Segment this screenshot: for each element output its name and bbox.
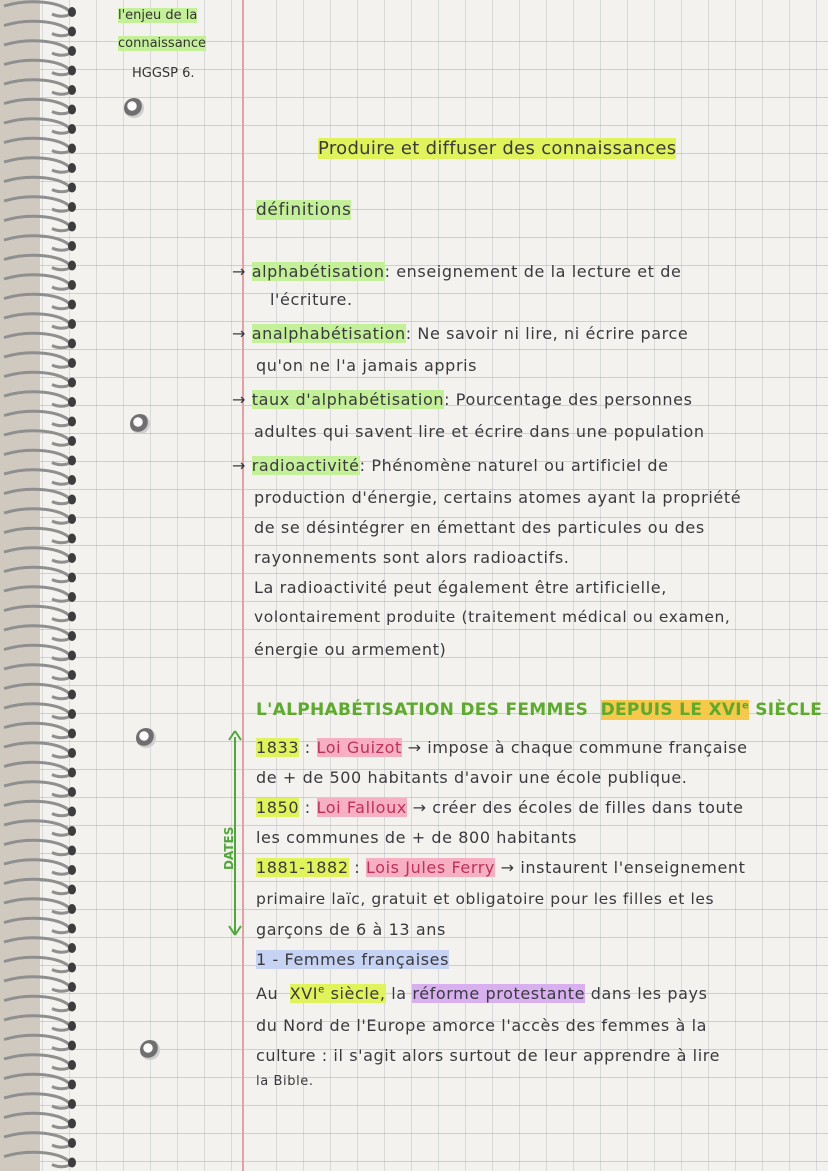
spiral-binding	[0, 0, 92, 1171]
binding-hole	[68, 670, 76, 680]
binding-hole	[68, 553, 76, 563]
binding-hole	[68, 1060, 76, 1070]
law-line: garçons de 6 à 13 ans	[256, 920, 446, 939]
binding-hole	[68, 124, 76, 134]
binding-hole	[68, 1021, 76, 1031]
corner-note-line1: l'enjeu de la	[118, 8, 198, 23]
binding-hole	[68, 1138, 76, 1148]
binding-hole	[68, 222, 76, 232]
paragraph-line2: du Nord de l'Europe amorce l'accès des femmes à la	[256, 1016, 708, 1035]
subsection-title: 1 - Femmes françaises	[256, 950, 450, 969]
binding-hole	[68, 456, 76, 466]
binding-hole	[68, 105, 76, 115]
definition-line: de se désintégrer en émettant des particules ou des	[254, 518, 705, 537]
definition-line: volontairement produite (traitement médical ou examen,	[254, 608, 731, 626]
definition-line: production d'énergie, certains atomes ayant la propriété	[254, 488, 742, 507]
definition-line: La radioactivité peut également être artificielle,	[254, 578, 667, 597]
punch-hole	[130, 414, 150, 434]
binding-hole	[68, 27, 76, 37]
arrow-up-icon	[227, 730, 243, 744]
binding-hole	[68, 202, 76, 212]
binding-hole	[68, 904, 76, 914]
binding-hole	[68, 924, 76, 934]
binding-hole	[68, 1099, 76, 1109]
binding-hole	[68, 651, 76, 661]
binding-hole	[68, 885, 76, 895]
binding-hole	[68, 7, 76, 17]
binding-hole	[68, 358, 76, 368]
definition-line: adultes qui savent lire et écrire dans une population	[254, 422, 705, 441]
binding-hole	[68, 846, 76, 856]
binding-hole	[68, 85, 76, 95]
binding-hole	[68, 1080, 76, 1090]
corner-note-line2: connaissance	[118, 36, 207, 51]
definition-line: rayonnements sont alors radioactifs.	[254, 548, 570, 567]
binding-hole	[68, 865, 76, 875]
law-ferry: 1881-1882 : Lois Jules Ferry → instaurent l'enseignement	[256, 858, 746, 877]
binding-hole	[68, 46, 76, 56]
definition-taux: → taux d'alphabétisation: Pourcentage des personnes	[232, 390, 693, 409]
binding-hole	[68, 163, 76, 173]
binding-hole	[68, 612, 76, 622]
page-title: Produire et diffuser des connaissances	[318, 138, 677, 159]
punch-hole	[124, 98, 144, 118]
binding-hole	[68, 768, 76, 778]
binding-hole	[68, 1119, 76, 1129]
law-guizot: 1833 : Loi Guizot → impose à chaque commune française	[256, 738, 748, 757]
law-line: les communes de + de 800 habitants	[256, 828, 578, 847]
paragraph-line1: Au XVIe siècle, la réforme protestante dans les pays	[256, 984, 708, 1003]
binding-hole	[68, 144, 76, 154]
binding-hole	[68, 1002, 76, 1012]
binding-hole	[68, 709, 76, 719]
binding-hole	[68, 729, 76, 739]
definition-line: qu'on ne l'a jamais appris	[256, 356, 478, 375]
binding-hole	[68, 300, 76, 310]
binding-hole	[68, 592, 76, 602]
definition-radioactivite: → radioactivité: Phénomène naturel ou artificiel de	[232, 456, 669, 475]
binding-hole	[68, 397, 76, 407]
binding-hole	[68, 183, 76, 193]
binding-hole	[68, 787, 76, 797]
binding-hole	[68, 1041, 76, 1051]
binding-hole	[68, 241, 76, 251]
arrow-down-icon	[227, 922, 243, 936]
punch-hole	[140, 1040, 160, 1060]
binding-hole	[68, 417, 76, 427]
binding-hole	[68, 66, 76, 76]
binding-hole	[68, 339, 76, 349]
dates-label: DATES	[222, 826, 236, 870]
punch-hole	[136, 728, 156, 748]
binding-hole	[68, 631, 76, 641]
binding-hole	[68, 261, 76, 271]
binding-hole	[68, 982, 76, 992]
binding-hole	[68, 748, 76, 758]
binding-hole	[68, 1158, 76, 1168]
binding-hole	[68, 319, 76, 329]
paragraph-line3: culture : il s'agit alors surtout de leur apprendre à lire	[256, 1046, 721, 1065]
section-title: L'ALPHABÉTISATION DES FEMMES DEPUIS LE XVIe SIÈCLE	[256, 700, 823, 720]
paragraph-line4: la Bible.	[256, 1074, 314, 1089]
law-line: de + de 500 habitants d'avoir une école publique.	[256, 768, 688, 787]
binding-hole	[68, 378, 76, 388]
definition-line: l'écriture.	[270, 290, 353, 309]
binding-hole	[68, 963, 76, 973]
binding-hole	[68, 514, 76, 524]
law-line: primaire laïc, gratuit et obligatoire pour les filles et les	[256, 890, 715, 908]
definition-line: énergie ou armement)	[254, 640, 447, 659]
law-falloux: 1850 : Loi Falloux → créer des écoles de filles dans toute	[256, 798, 744, 817]
corner-note-line3: HGGSP 6.	[132, 66, 195, 81]
binding-hole	[68, 475, 76, 485]
definition-alphabetisation: → alphabétisation: enseignement de la lecture et de	[232, 262, 682, 281]
binding-hole	[68, 534, 76, 544]
definition-analphabetisation: → analphabétisation: Ne savoir ni lire, ni écrire parce	[232, 324, 689, 343]
binding-hole	[68, 573, 76, 583]
definitions-heading: définitions	[256, 200, 352, 220]
binding-hole	[68, 826, 76, 836]
binding-hole	[68, 495, 76, 505]
binding-hole	[68, 943, 76, 953]
binding-hole	[68, 436, 76, 446]
binding-hole	[68, 280, 76, 290]
margin-line	[242, 0, 244, 1171]
binding-hole	[68, 690, 76, 700]
binding-hole	[68, 807, 76, 817]
